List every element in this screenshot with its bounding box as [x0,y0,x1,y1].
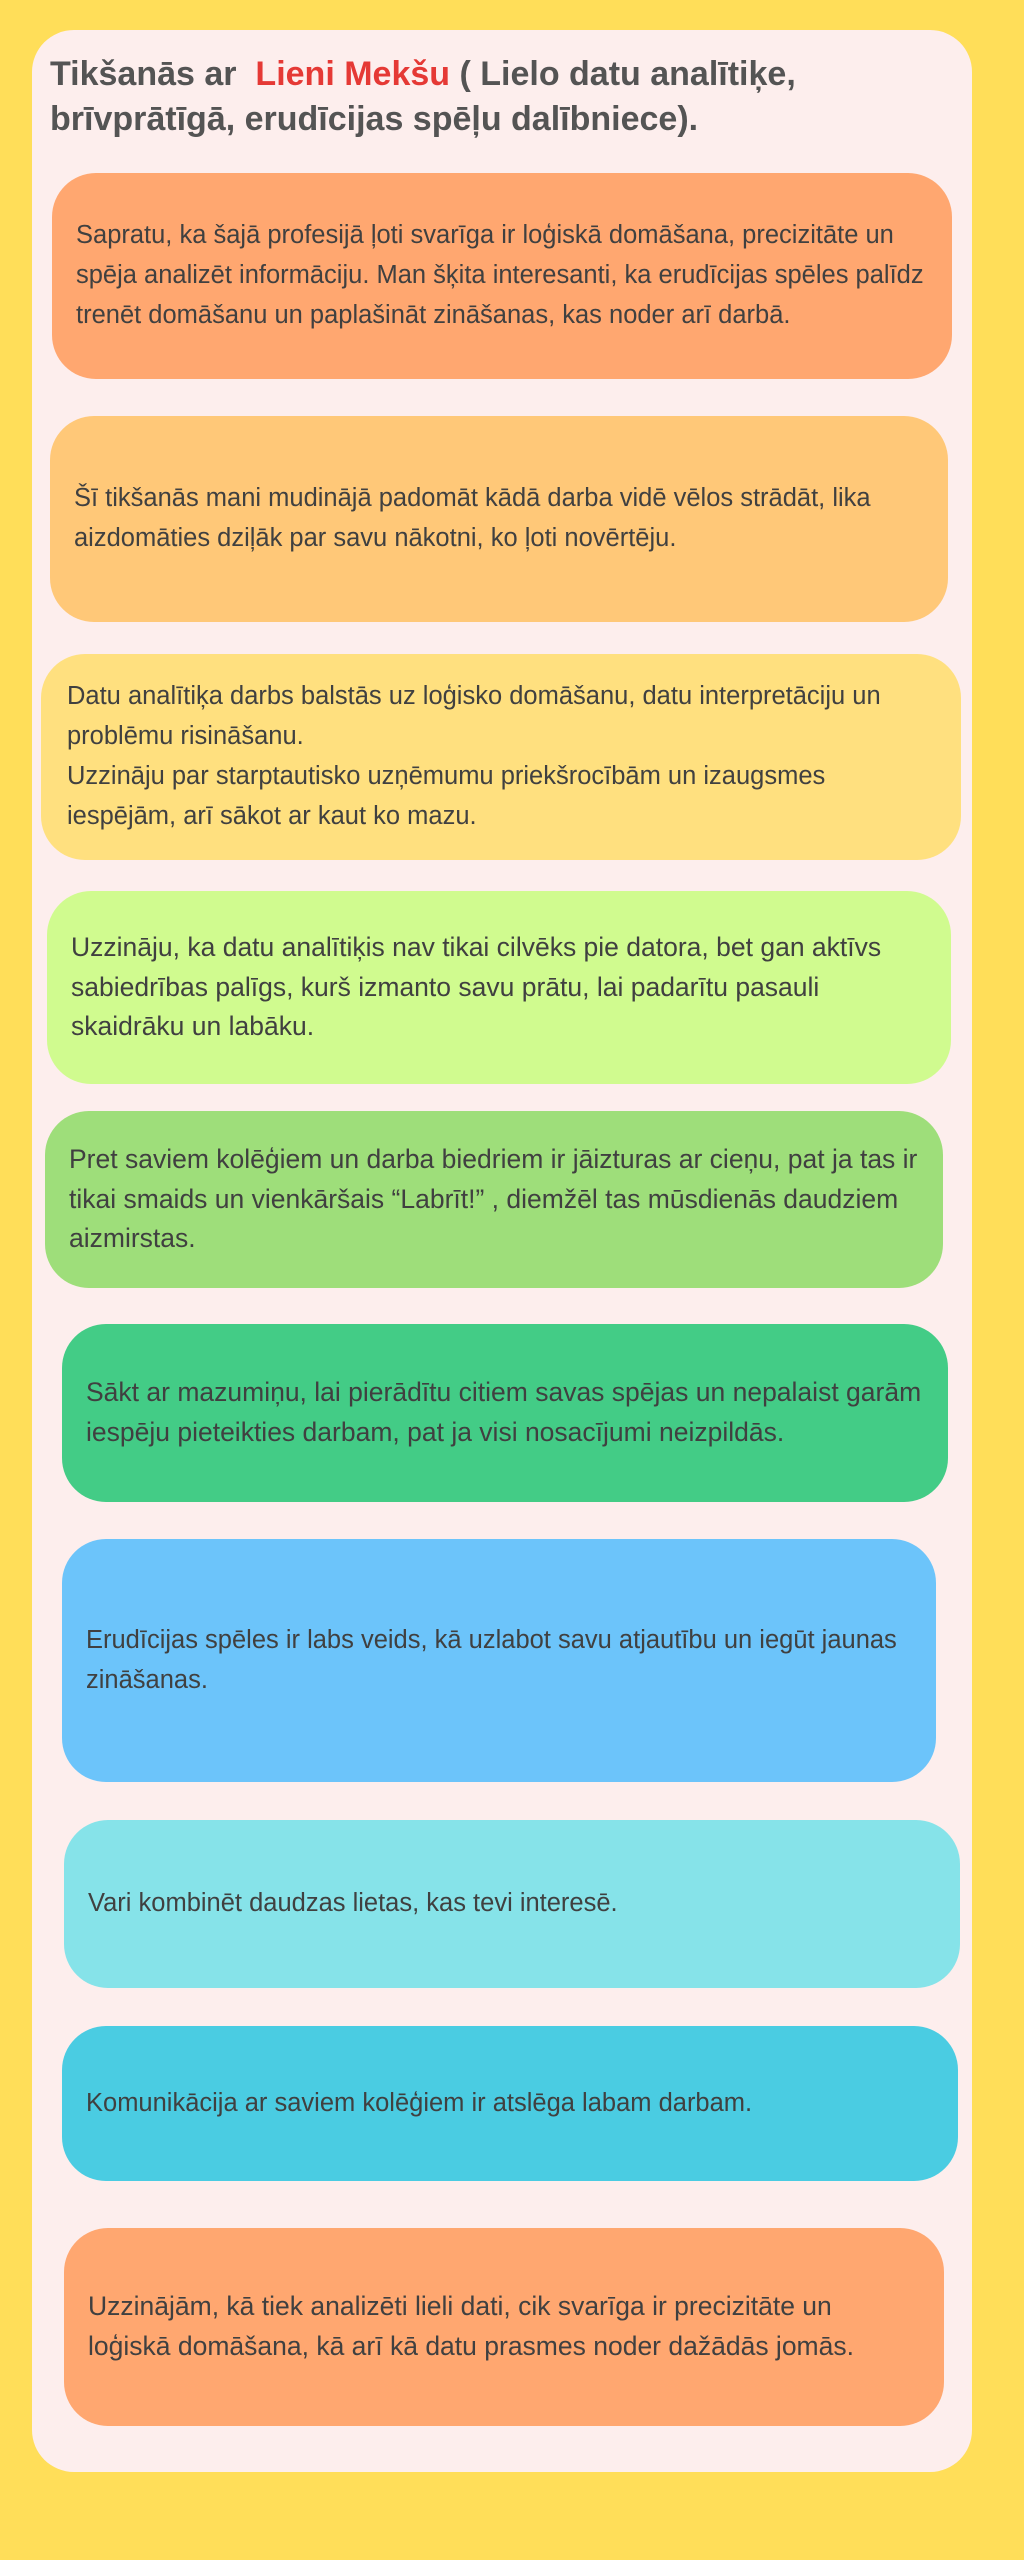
note-card-6 [62,1324,948,1502]
note-card-5 [45,1111,943,1288]
title-prefix: Tikšanās ar [50,55,237,93]
note-card-8 [64,1820,960,1988]
note-card-3 [41,654,961,860]
note-card-7 [62,1539,936,1782]
note-card-10 [64,2228,944,2426]
note-card-text: Sākt ar mazumiņu, lai pierādītu citiem savas spējas un nepalaist garām iespēju pieteikties darbam, pat ja visi nosacījumi neizpildās. [86,1377,922,1447]
title-suffix: ( Lielo datu analītiķe, brīvprātīgā, erudīcijas spēļu dalībniece). [50,55,796,138]
note-card-text: Komunikācija ar saviem kolēģiem ir atslēga labam darbam. [86,2088,753,2117]
page-title [50,52,950,142]
note-card-2 [50,416,948,622]
note-card-4 [47,891,951,1084]
note-card-text: Erudīcijas spēles ir labs veids, kā uzlabot savu atjautību un iegūt jaunas zināšanas. [86,1625,897,1694]
note-card-text: Datu analītiķa darbs balstās uz loģisko domāšanu, datu interpretāciju un problēmu risināšanu. Uzzināju par starptautisko uzņēmumu priekšrocībām un izaugsmes iespējām, arī sākot ar kaut ko mazu. [67,682,881,830]
guest-name: Lieni Mekšu [255,55,451,93]
note-card-text: Uzzinājām, kā tiek analizēti lieli dati, cik svarīga ir precizitāte un loģiskā domāšana, kā arī kā datu prasmes noder dažādās jomās. [88,2291,854,2361]
note-card-text: Uzzināju, ka datu analītiķis nav tikai cilvēks pie datora, bet gan aktīvs sabiedrības palīgs, kurš izmanto savu prātu, lai padarītu pasauli skaidrāku un labāku. [71,931,882,1042]
note-card-text: Šī tikšanās mani mudinājā padomāt kādā darba vidē vēlos strādāt, lika aizdomāties dziļāk par savu nākotni, ko ļoti novērtēju. [74,484,871,552]
note-card-1 [52,173,952,379]
note-card-text: Sapratu, ka šajā profesijā ļoti svarīga ir loģiskā domāšana, precizitāte un spēja analizēt informāciju. Man šķita interesanti, ka erudīcijas spēles palīdz trenēt domāšanu un paplašināt zināšanas, kas noder arī darbā. [76,221,924,329]
note-card-text: Pret saviem kolēģiem un darba biedriem ir jāizturas ar cieņu, pat ja tas ir tikai smaids un vienkāršais “Labrīt!” , diemžēl tas mūsdienās daudziem aizmirstas. [69,1143,918,1254]
note-card-text: Vari kombinēt daudzas lietas, kas tevi interesē. [88,1889,618,1918]
note-card-9 [62,2026,958,2181]
